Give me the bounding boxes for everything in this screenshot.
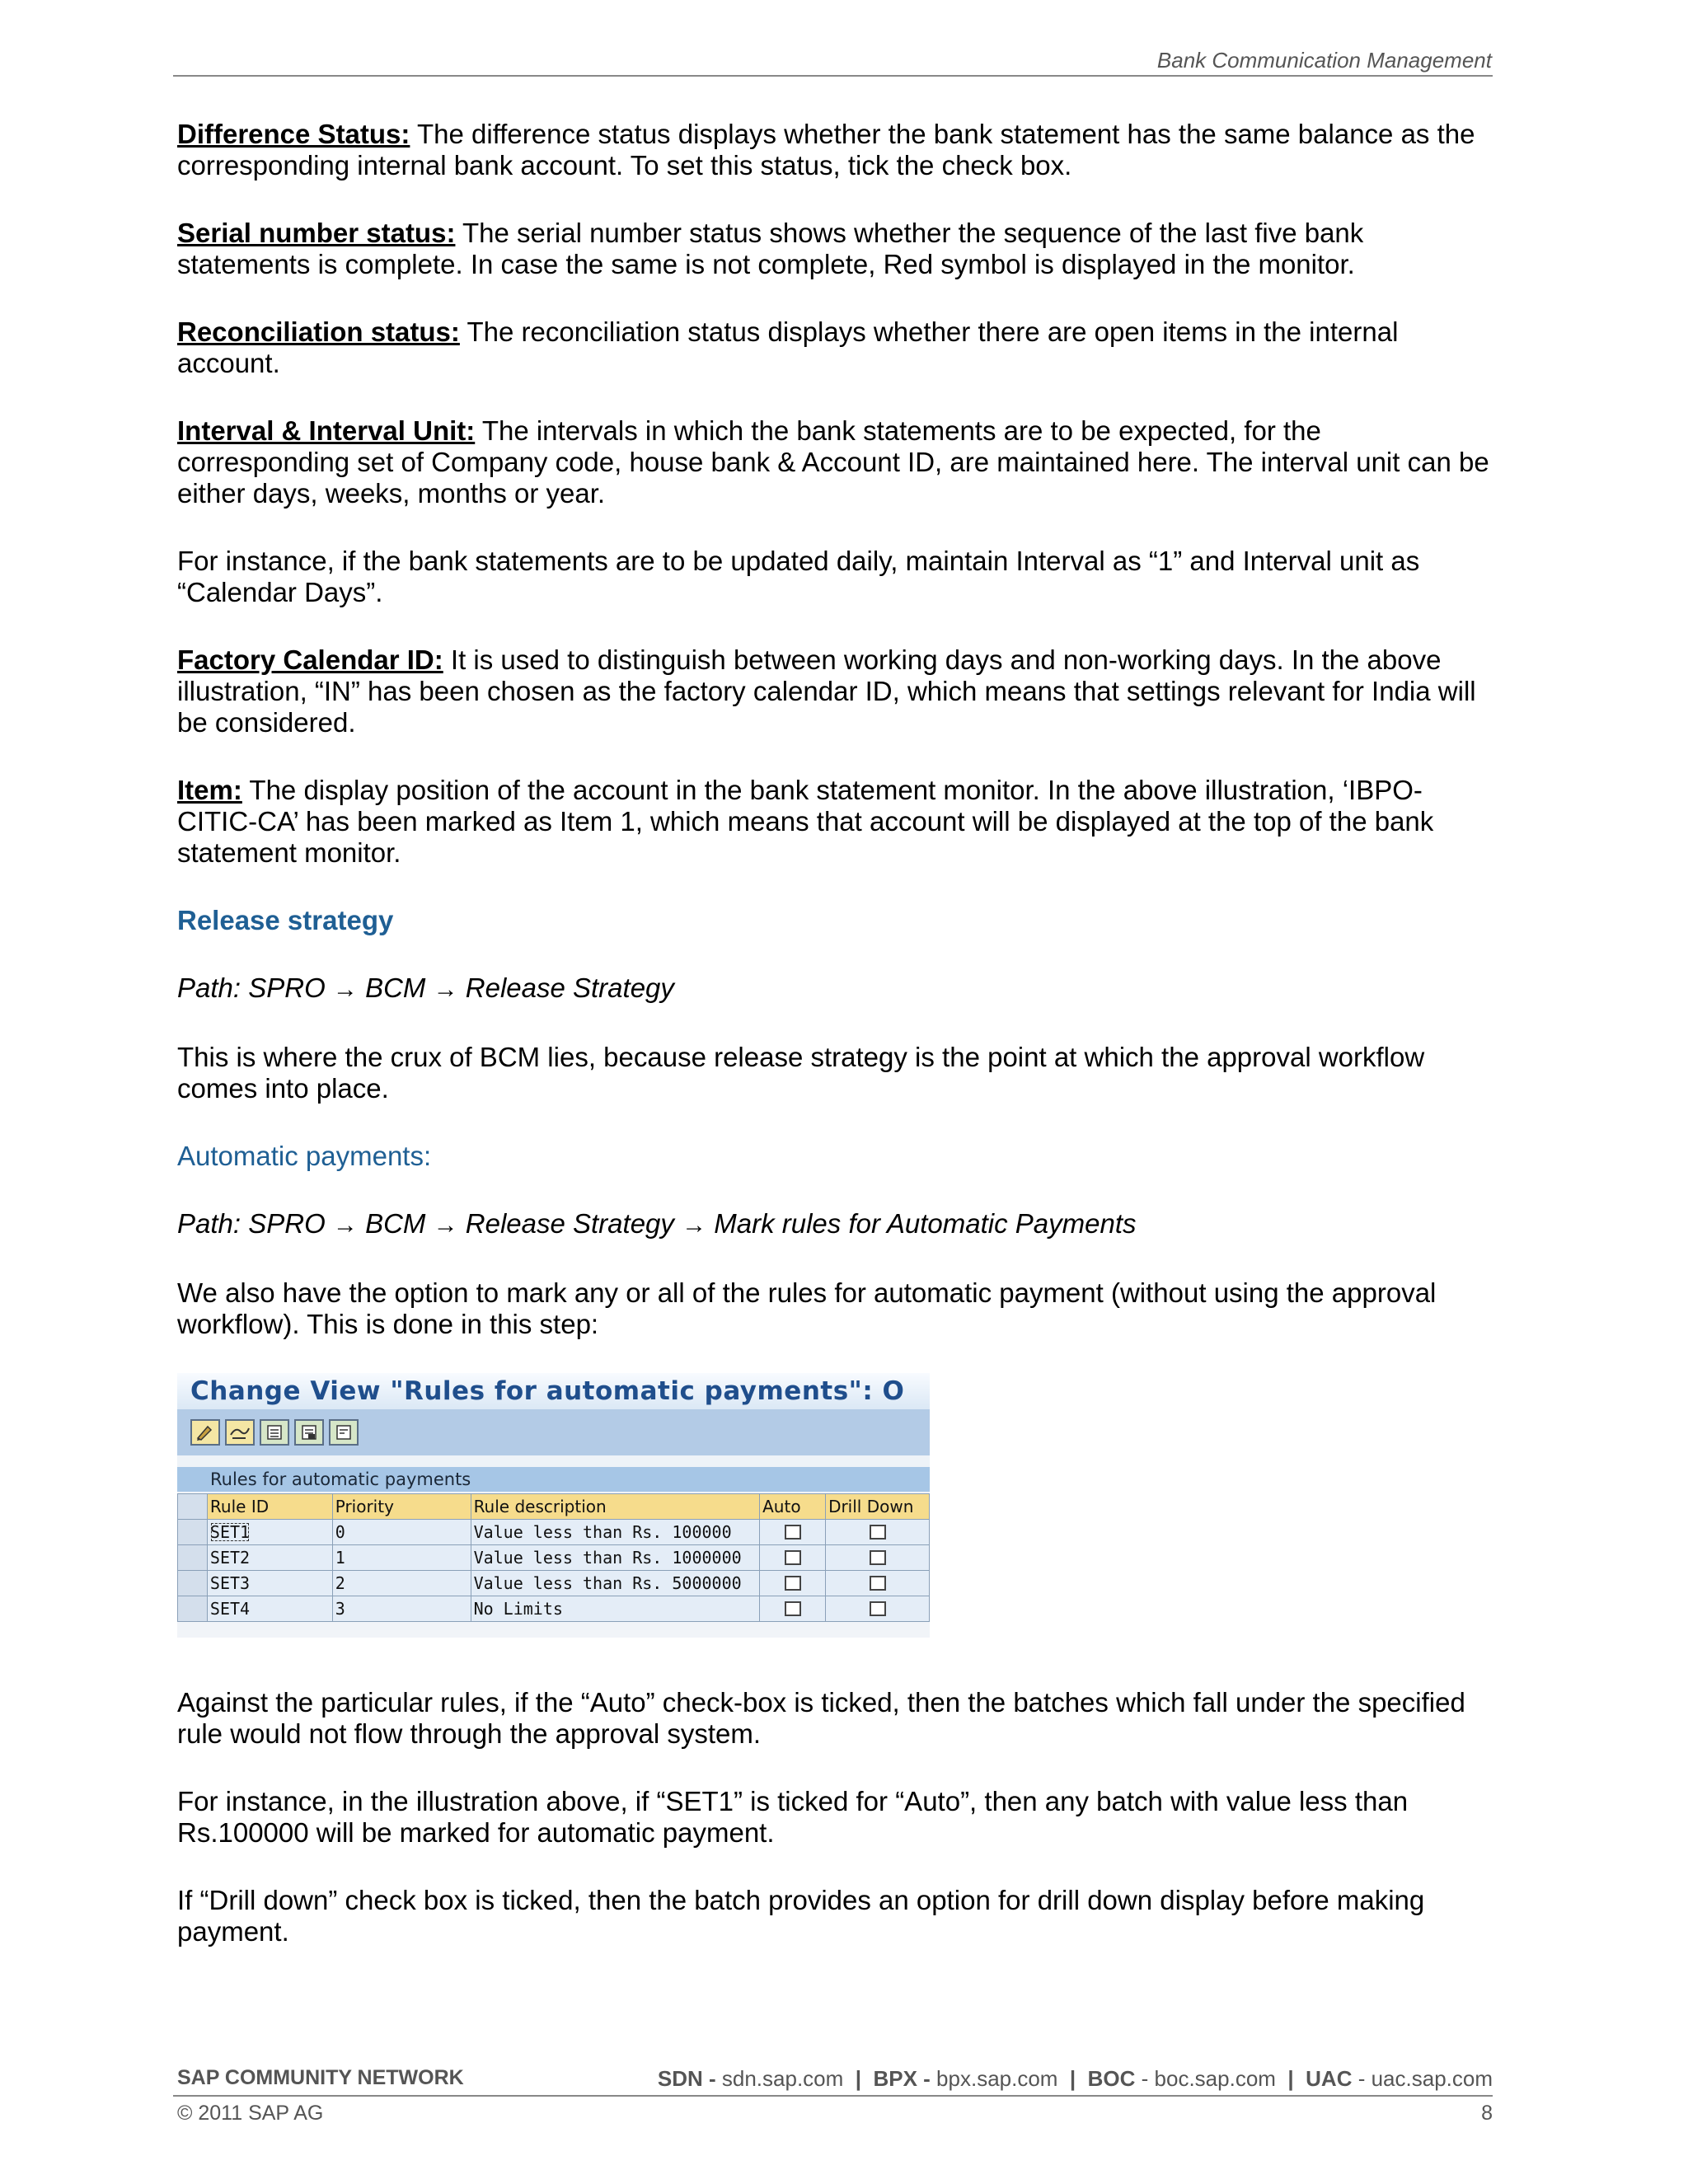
footer-boc-link[interactable]: - boc.sap.com — [1135, 2066, 1276, 2091]
factory-calendar-paragraph — [177, 644, 1492, 738]
footer-uac-label: UAC — [1306, 2066, 1353, 2091]
interval-example-paragraph: For instance, if the bank statements are to be updated daily, maintain Interval as “1” and Interval unit as “Calendar Days”. — [177, 546, 1420, 607]
edit-pencil-icon[interactable] — [190, 1419, 220, 1446]
auto-checkbox[interactable] — [785, 1576, 801, 1591]
column-header-drill-down[interactable]: Drill Down — [826, 1494, 930, 1520]
page-body — [177, 119, 1492, 1984]
drill-down-checkbox[interactable] — [870, 1525, 886, 1540]
column-header-auto[interactable]: Auto — [760, 1494, 826, 1520]
footer-separator: | — [1287, 2066, 1294, 2091]
auto-checkbox[interactable] — [785, 1550, 801, 1565]
path-part: BCM — [357, 972, 434, 1003]
priority-cell[interactable]: 0 — [332, 1520, 471, 1545]
rules-table — [177, 1493, 930, 1622]
select-all-icon[interactable] — [260, 1419, 289, 1446]
reconciliation-text: The reconciliation status displays whether there are open items in the internal account. — [177, 316, 1399, 378]
crux-paragraph: This is where the crux of BCM lies, because release strategy is the point at which the approval workflow comes into place. — [177, 1042, 1425, 1104]
row-selector[interactable] — [178, 1520, 208, 1545]
automatic-payments-path — [177, 1208, 1492, 1241]
rule-description-cell[interactable]: No Limits — [471, 1596, 760, 1622]
path-part: Release Strategy — [457, 1208, 682, 1239]
sap-toolbar — [177, 1409, 930, 1455]
drill-down-cell — [826, 1571, 930, 1596]
priority-cell[interactable]: 2 — [332, 1571, 471, 1596]
footer-network: SAP COMMUNITY NETWORK — [177, 2066, 464, 2089]
column-header-rule-description[interactable]: Rule description — [471, 1494, 760, 1520]
rule-description-cell[interactable]: Value less than Rs. 5000000 — [471, 1571, 760, 1596]
difference-status-text: The difference status displays whether the bank statement has the same balance as the corresponding internal bank account. To set this status, tick the check box. — [177, 119, 1475, 180]
table-title: Rules for automatic payments — [177, 1467, 930, 1492]
drill-down-cell — [826, 1520, 930, 1545]
auto-cell — [760, 1520, 826, 1545]
difference-status-paragraph — [177, 119, 1492, 181]
table-header-row — [178, 1494, 930, 1520]
footer-bpx-link[interactable]: bpx.sap.com — [930, 2066, 1058, 2091]
rule-description-cell[interactable]: Value less than Rs. 100000 — [471, 1520, 760, 1545]
column-header-priority[interactable]: Priority — [332, 1494, 471, 1520]
path-part: Path: SPRO — [177, 1208, 333, 1239]
interval-paragraph — [177, 415, 1492, 509]
arrow-right-icon: → — [332, 976, 358, 1003]
row-selector[interactable] — [178, 1545, 208, 1571]
rule-id-value: SET1 — [209, 1522, 251, 1542]
priority-cell[interactable]: 3 — [332, 1596, 471, 1622]
arrow-right-icon: → — [433, 1212, 458, 1239]
rule-id-cell[interactable]: SET3 — [207, 1571, 332, 1596]
automatic-payments-heading: Automatic payments: — [177, 1141, 432, 1171]
option-paragraph: We also have the option to mark any or all of the rules for automatic payment (without using the approval workflow). This is done in this step: — [177, 1277, 1437, 1339]
footer-separator: | — [855, 2066, 862, 2091]
arrow-right-icon: → — [433, 976, 458, 1003]
sap-screenshot — [177, 1373, 930, 1638]
footer-separator: | — [1069, 2066, 1076, 2091]
table-row — [178, 1571, 930, 1596]
item-text: The display position of the account in the bank statement monitor. In the above illustration, ‘IBPO-CITIC-CA’ has been marked as Item 1, which means that account will be displayed at the top of the bank statement monitor. — [177, 775, 1434, 868]
factory-calendar-term: Factory Calendar ID: — [177, 644, 443, 675]
path-part: Release Strategy — [457, 972, 674, 1003]
row-selector[interactable] — [178, 1596, 208, 1622]
table-row — [178, 1545, 930, 1571]
item-term: Item: — [177, 775, 242, 805]
sap-screen-title: Change View "Rules for automatic payments": O — [177, 1373, 930, 1409]
block-select-icon[interactable] — [329, 1419, 359, 1446]
rule-id-cell[interactable] — [207, 1520, 332, 1545]
difference-status-term: Difference Status: — [177, 119, 410, 149]
footer-sdn-label: SDN - — [657, 2066, 716, 2091]
auto-checkbox[interactable] — [785, 1525, 801, 1540]
footer-uac-link[interactable]: - uac.sap.com — [1352, 2066, 1493, 2091]
auto-checkbox[interactable] — [785, 1601, 801, 1616]
path-part: Path: SPRO — [177, 972, 333, 1003]
row-selector-header[interactable] — [178, 1494, 208, 1520]
footer-links — [658, 2066, 1493, 2092]
running-header: Bank Communication Management — [1156, 48, 1492, 73]
drill-down-checkbox[interactable] — [870, 1601, 886, 1616]
against-rules-paragraph: Against the particular rules, if the “Auto” check-box is ticked, then the batches which fall under the specified rule would not flow through the approval system. — [177, 1687, 1465, 1749]
footer-copyright: © 2011 SAP AG — [177, 2102, 324, 2125]
footer-bpx-label: BPX - — [873, 2066, 931, 2091]
serial-status-paragraph — [177, 218, 1492, 280]
auto-cell — [760, 1571, 826, 1596]
path-part: Mark rules for Automatic Payments — [706, 1208, 1137, 1239]
priority-cell[interactable]: 1 — [332, 1545, 471, 1571]
display-change-icon[interactable] — [225, 1419, 255, 1446]
table-row — [178, 1596, 930, 1622]
item-paragraph — [177, 775, 1492, 869]
column-header-rule-id[interactable]: Rule ID — [207, 1494, 332, 1520]
rule-id-cell[interactable]: SET4 — [207, 1596, 332, 1622]
row-selector[interactable] — [178, 1571, 208, 1596]
rule-id-cell[interactable]: SET2 — [207, 1545, 332, 1571]
drill-down-checkbox[interactable] — [870, 1576, 886, 1591]
auto-cell — [760, 1596, 826, 1622]
drill-down-paragraph: If “Drill down” check box is ticked, then the batch provides an option for drill down display before making payment. — [177, 1885, 1425, 1947]
factory-calendar-text: It is used to distinguish between working days and non-working days. In the above illustration, “IN” has been chosen as the factory calendar ID, which means that settings relevant for India will be considered. — [177, 644, 1476, 738]
serial-status-text: The serial number status shows whether the sequence of the last five bank statements is complete. In case the same is not complete, Red symbol is displayed in the monitor. — [177, 218, 1364, 279]
serial-status-term: Serial number status: — [177, 218, 456, 248]
drill-down-cell — [826, 1596, 930, 1622]
release-strategy-heading: Release strategy — [177, 905, 394, 935]
footer-boc-label: BOC — [1087, 2066, 1136, 2091]
path-part: BCM — [357, 1208, 434, 1239]
table-row — [178, 1520, 930, 1545]
arrow-right-icon: → — [332, 1212, 358, 1239]
drill-down-cell — [826, 1545, 930, 1571]
release-strategy-path — [177, 972, 1492, 1005]
arrow-right-icon: → — [682, 1212, 707, 1239]
interval-term: Interval & Interval Unit: — [177, 415, 476, 446]
rule-description-cell[interactable]: Value less than Rs. 1000000 — [471, 1545, 760, 1571]
footer-divider — [173, 2095, 1493, 2097]
auto-cell — [760, 1545, 826, 1571]
interval-text: The intervals in which the bank statements are to be expected, for the corresponding set of Company code, house bank & Account ID, are maintained here. The interval unit can be either days, weeks, months or year. — [177, 415, 1489, 509]
page-number: 8 — [1481, 2102, 1493, 2125]
drill-down-checkbox[interactable] — [870, 1550, 886, 1565]
deselect-all-icon[interactable] — [294, 1419, 324, 1446]
header-divider — [173, 75, 1493, 77]
sap-spacer — [177, 1455, 930, 1467]
set1-example-paragraph: For instance, in the illustration above, if “SET1” is ticked for “Auto”, then any batch with value less than Rs.100000 will be marked for automatic payment. — [177, 1786, 1409, 1848]
reconciliation-paragraph — [177, 316, 1492, 379]
footer-sdn-link[interactable]: sdn.sap.com — [715, 2066, 844, 2091]
reconciliation-term: Reconciliation status: — [177, 316, 460, 347]
